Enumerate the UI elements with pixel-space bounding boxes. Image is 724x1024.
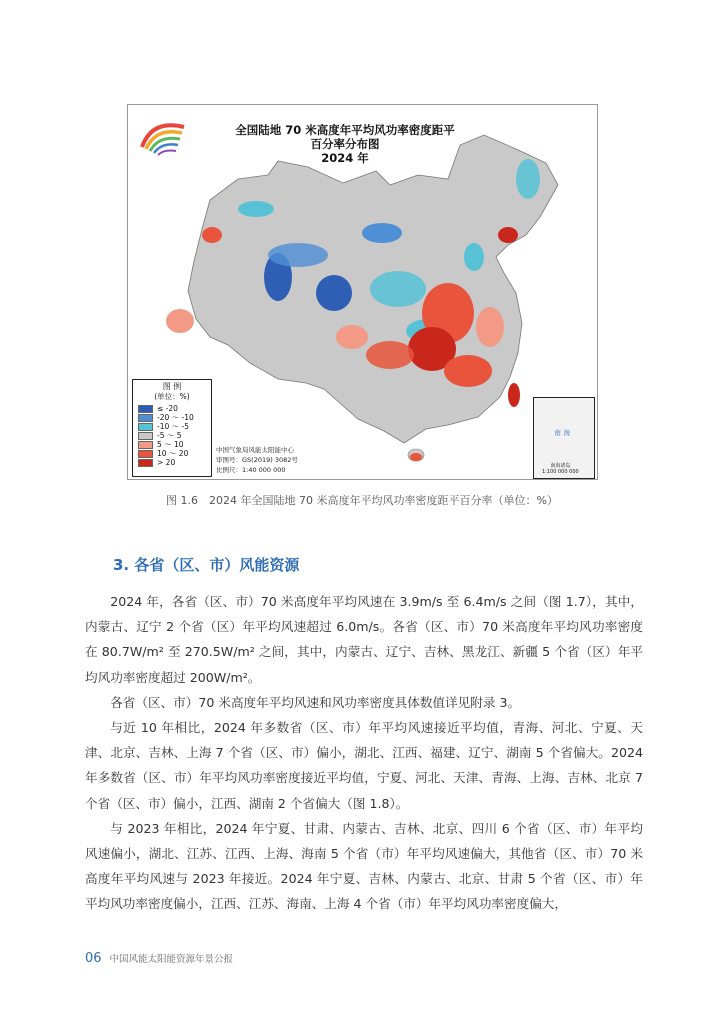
map-title-line-2: 百分率分布图 (310, 137, 380, 151)
paragraph: 与近 10 年相比，2024 年多数省（区、市）年平均风速接近平均值，青海、河北、宁夏、天津、北京、吉林、上海 7 个省（区、市）偏小，湖北、江西、福建、辽宁、湖南 5 个省偏大。2024 年多数省（区、市）年平均风功率密度接近平均值，宁夏、河北、天津、青海、上海、吉林、北京 7 个省（区、市）偏小，江西、湖南 2 个省偏大（图 1.8）。 (85, 720, 643, 811)
legend-item (133, 449, 211, 458)
figure-frame (127, 104, 598, 480)
map-title-line-1: 全国陆地 70 米高度年平均风功率密度距平 (235, 123, 455, 137)
legend-title: 图 例 (162, 382, 182, 391)
logo (142, 125, 184, 155)
legend-label: 10 ～ 20 (157, 449, 189, 458)
legend-swatch (138, 450, 153, 458)
map-title-line-3: 2024 年 (321, 151, 369, 165)
legend-swatch (138, 423, 153, 431)
section-heading: 3. 各省（区、市）风能资源 (113, 556, 300, 574)
inset-scale-value: 1:100 000 000 (542, 469, 579, 475)
map-scale: 比例尺：1:40 000 000 (216, 466, 286, 474)
legend-label: -10 ～ -5 (157, 422, 189, 431)
legend-label: -20 ～ -10 (157, 413, 194, 422)
legend-swatch (138, 405, 153, 413)
map-legend (132, 379, 212, 477)
inset-label: 南海诸岛 (550, 463, 571, 469)
map-approval-number: 审图号：GS(2019) 3082号 (216, 456, 298, 464)
figure-caption: 图 1.6 2024 年全国陆地 70 米高度年平均风功率密度距平百分率（单位：%） (166, 494, 558, 507)
legend-unit: (单位：%) (154, 392, 190, 401)
legend-item (133, 458, 211, 467)
body-text (85, 589, 643, 917)
legend-label: ≤ -20 (157, 404, 178, 413)
legend-label: 5 ～ 10 (157, 440, 184, 449)
map-title (210, 123, 480, 165)
page-footer (85, 951, 233, 966)
inset-scale (542, 463, 579, 475)
page-number: 06 (85, 951, 102, 966)
agency-name: 中国气象局风能太阳能中心 (216, 446, 294, 454)
legend-swatch (138, 432, 153, 440)
legend-swatch (138, 459, 153, 467)
inset-sea-label: 南 海 (554, 429, 571, 437)
south-china-sea-inset (533, 397, 595, 479)
map-credits (216, 445, 298, 475)
legend-swatch (138, 414, 153, 422)
paragraph: 各省（区、市）70 米高度年平均风速和风功率密度具体数值详见附录 3。 (110, 694, 521, 710)
paragraph: 2024 年，各省（区、市）70 米高度年平均风速在 3.9m/s 至 6.4m/s 之间（图 1.7），其中，内蒙古、辽宁 2 个省（区）年平均风速超过 6.0m/s。各省（区、市）70 米高度年平均风功率密度在 80.7W/m² 至 270.5W/m² 之间，其中，内蒙古、辽宁、吉林、黑龙江、新疆 5 个省（区）年平均风功率密度超过 200W/m²。 (85, 594, 643, 685)
publication-name: 中国风能太阳能资源年景公报 (109, 954, 234, 965)
legend-label: -5 ～ 5 (157, 431, 182, 440)
legend-swatch (138, 441, 153, 449)
legend-label: > 20 (157, 458, 176, 467)
paragraph: 与 2023 年相比，2024 年宁夏、甘肃、内蒙古、吉林、北京、四川 6 个省（区、市）年平均风速偏小，湖北、江苏、江西、上海、海南 5 个省（市）年平均风速偏大，其他省（区、市）70 米高度年平均风速与 2023 年接近。2024 年宁夏、吉林、内蒙古、北京、甘肃 5 个省（区、市）年平均风功率密度偏小，江西、江苏、海南、上海 4 个省（市）年平均风功率密度偏大， (85, 820, 643, 912)
